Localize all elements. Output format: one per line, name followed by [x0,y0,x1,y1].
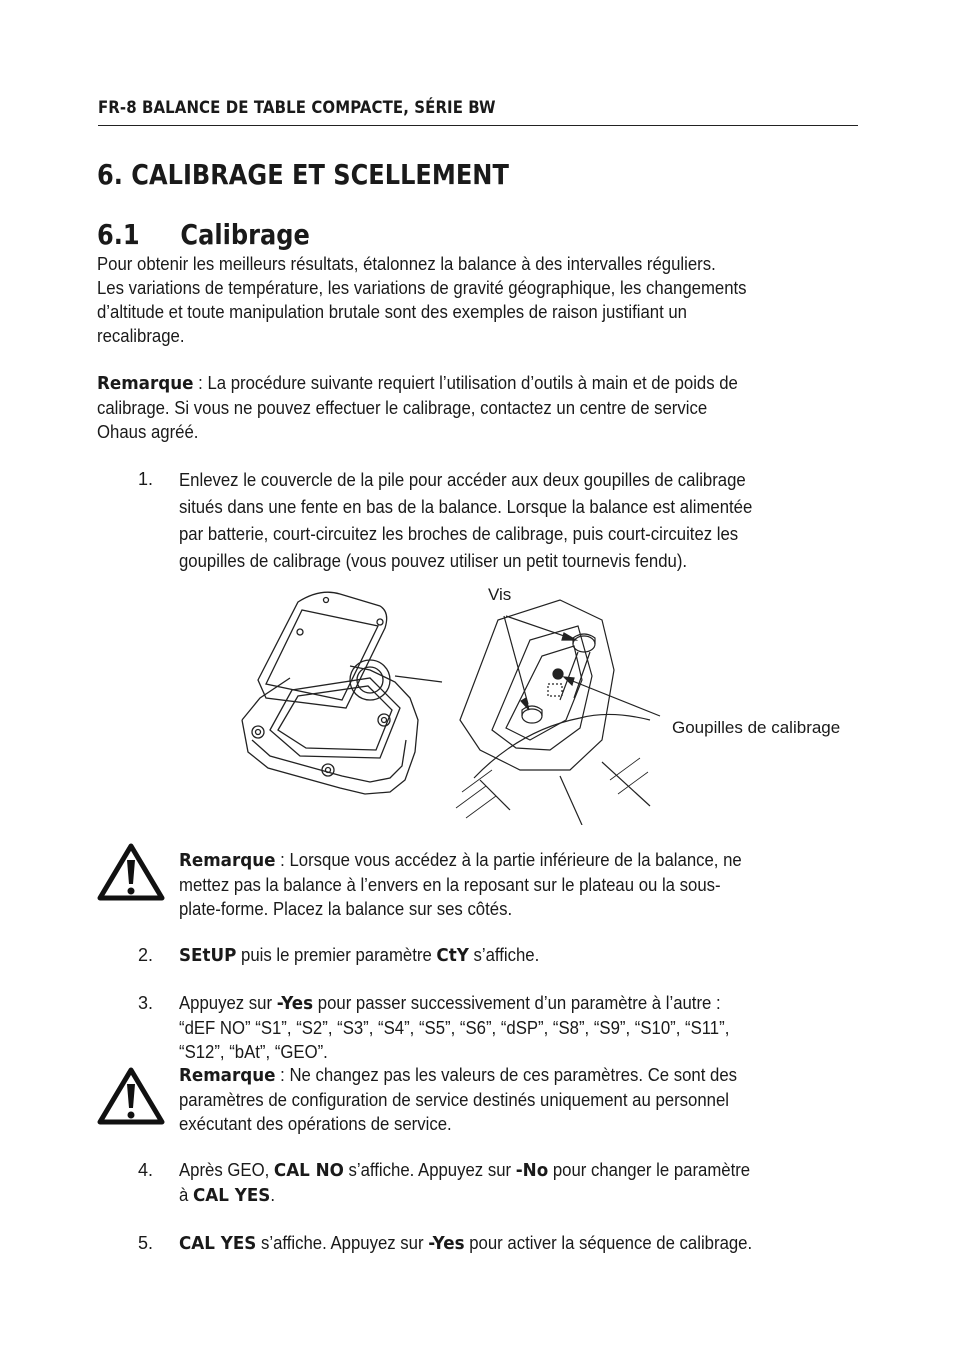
note-line: : La procédure suivante requiert l’utilisation d’outils à main et de poids de [193,373,738,393]
warning-line: paramètres de configuration de service destinés uniquement au personnel [179,1090,729,1110]
step-line: “dEF NO” “S1”, “S2”, “S3”, “S4”, “S5”, “S6”, “dSP”, “S8”, “S9”, “S10”, “S11”, [179,1018,730,1038]
step-text: Appuyez sur [179,993,277,1013]
step-keyword: SEtUP [179,945,237,966]
warning-label: Remarque [179,850,276,871]
calibration-figure [230,580,860,825]
subsection-name: Calibrage [180,218,310,251]
step-keyword: -Yes [276,993,314,1014]
intro-line: d’altitude et toute manipulation brutale sont des exemples de raison justifiant un [97,302,687,322]
subsection-number: 6.1 [97,218,140,251]
intro-paragraph [97,252,747,348]
step-text: . [270,1185,275,1205]
step-text: s’affiche. [468,945,540,965]
warning-2-text [179,1063,737,1136]
warning-label: Remarque [179,1065,276,1086]
step-number: 4. [138,1160,154,1180]
step-text: pour activer la séquence de calibrage. [464,1233,753,1253]
note-paragraph [97,371,738,444]
warning-1-text [179,848,742,921]
step-keyword: CtY [436,945,469,966]
warning-icon [96,842,166,902]
step-5-text [179,1231,752,1256]
warning-line: mettez pas la balance à l’envers en la reposant sur le plateau ou la sous- [179,875,721,895]
step-line: par batterie, court-circuitez les broches de calibrage, puis court-circuitez les [179,524,739,544]
header-rule [98,125,858,126]
label-vis: Vis [488,585,512,604]
step-text: puis le premier paramètre [236,945,437,965]
intro-line: Les variations de température, les variations de gravité géographique, les changements [97,278,747,298]
label-calibration-pins: Goupilles de calibrage [672,718,841,737]
step-number: 1. [138,469,154,489]
intro-line: recalibrage. [97,326,185,346]
warning-line: exécutant des opérations de service. [179,1114,452,1134]
warning-icon [96,1066,166,1126]
step-2-text [179,943,539,968]
step-text: à [179,1185,193,1205]
subsection-title [97,218,310,251]
step-line: goupilles de calibrage (vous pouvez utiliser un petit tournevis fendu). [179,551,688,571]
step-number: 2. [138,945,154,965]
page-header: FR-8 BALANCE DE TABLE COMPACTE, SÉRIE BW [98,98,496,118]
step-keyword: -Yes [428,1233,465,1254]
note-line: Ohaus agréé. [97,422,199,442]
warning-line: : Ne changez pas les valeurs de ces paramètres. Ce sont des [275,1065,738,1085]
step-keyword: CAL YES [179,1233,257,1254]
step-4-text [179,1158,750,1208]
pins-closeup-illustration [456,600,660,825]
note-label: Remarque [97,373,194,394]
step-3-text [179,991,729,1064]
intro-line: Pour obtenir les meilleurs résultats, étalonnez la balance à des intervalles réguliers. [97,254,716,274]
step-text: s’affiche. Appuyez sur [343,1160,516,1180]
note-line: calibrage. Si vous ne pouvez effectuer le calibrage, contactez un centre de service [97,398,708,418]
step-line: Enlevez le couvercle de la pile pour accéder aux deux goupilles de calibrage [179,470,746,490]
warning-line: : Lorsque vous accédez à la partie inférieure de la balance, ne [275,850,742,870]
step-text: s’affiche. Appuyez sur [256,1233,429,1253]
warning-line: plate-forme. Placez la balance sur ses côtés. [179,899,513,919]
step-line: “S12”, “bAt”, “GEO”. [179,1042,328,1062]
step-keyword: CAL NO [273,1160,344,1181]
step-line: situés dans une fente en bas de la balance. Lorsque la balance est alimentée [179,497,753,517]
step-keyword: -No [515,1160,549,1181]
step-text: pour passer successivement d’un paramètre à l’autre : [313,993,721,1013]
scale-base-illustration [242,592,442,794]
step-number: 3. [138,993,154,1013]
section-title: 6. CALIBRAGE ET SCELLEMENT [97,158,509,191]
step-text: pour changer le paramètre [548,1160,751,1180]
step-keyword: CAL YES [192,1185,271,1206]
step-number: 5. [138,1233,154,1253]
step-1-text [179,467,752,575]
step-text: Après GEO, [179,1160,274,1180]
